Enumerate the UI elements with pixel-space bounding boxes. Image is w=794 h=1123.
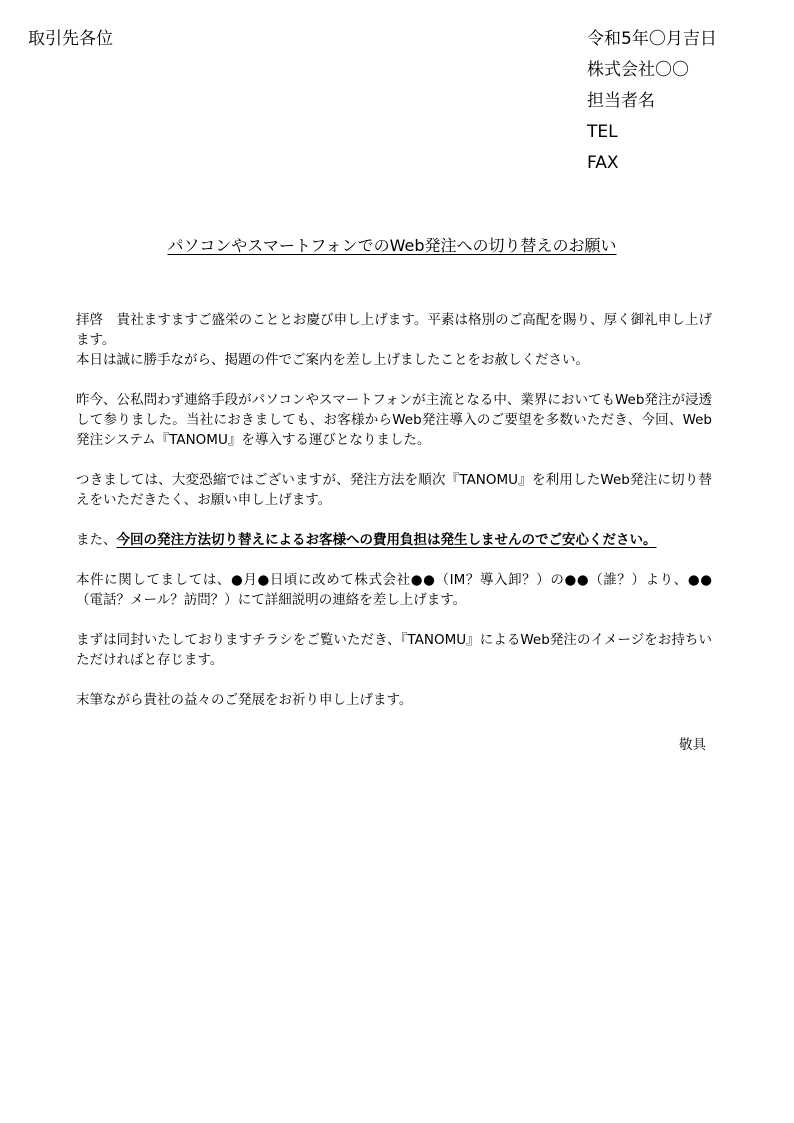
flyer-paragraph: まずは同封いたしておりますチラシをご覧いただき、『TANOMU』によるWeb発注のイメージをお持ちいただければと存じます。 (76, 632, 712, 668)
issue-date: 令和5年〇月吉日 (587, 29, 717, 49)
closing-salutation: 敬具 (679, 737, 706, 753)
recipient: 取引先各位 (28, 29, 113, 49)
fax-label: FAX (587, 153, 619, 173)
note-prefix: また、 (76, 532, 117, 548)
greeting-paragraph: 拝啓 貴社ますますご盛栄のこととお慶び申し上げます。平素は格別のご高配を賜り、厚く御礼申し上げます。 (76, 312, 712, 348)
contact-person: 担当者名 (587, 91, 655, 111)
document-title: パソコンやスマートフォンでのWeb発注への切り替えのお願い (167, 236, 617, 255)
note-emphasis: 今回の発注方法切り替えによるお客様への費用負担は発生しませんのでご安心ください。 (116, 532, 657, 548)
closing-wish-paragraph: 末筆ながら貴社の益々のご発展をお祈り申し上げます。 (76, 692, 413, 708)
note-paragraph (76, 530, 712, 550)
letter-body (76, 310, 712, 730)
intro-paragraph: 本日は誠に勝手ながら、掲題の件でご案内を差し上げましたことをお赦しください。 (76, 352, 589, 368)
followup-paragraph: 本件に関してましては、●月●日頃に改めて株式会社●●（IM？導入卸？）の●●（誰？）より、●●（電話？メール？訪問？）にて詳細説明の連絡を差し上げます。 (76, 572, 712, 608)
tel-label: TEL (587, 122, 618, 142)
company-name: 株式会社〇〇 (587, 60, 689, 80)
sender-block (587, 27, 717, 182)
request-paragraph: つきましては、大変恐縮ではございますが、発注方法を順次『TANOMU』を利用したWeb発注に切り替えをいただきたく、お願い申し上げます。 (76, 472, 712, 508)
background-paragraph: 昨今、公私問わず連絡手段がパソコンやスマートフォンが主流となる中、業界においてもWeb発注が浸透して参りました。当社におきましても、お客様からWeb発注導入のご要望を多数いただき、今回、Web発注システム『TANOMU』を導入する運びとなりました。 (76, 392, 712, 448)
